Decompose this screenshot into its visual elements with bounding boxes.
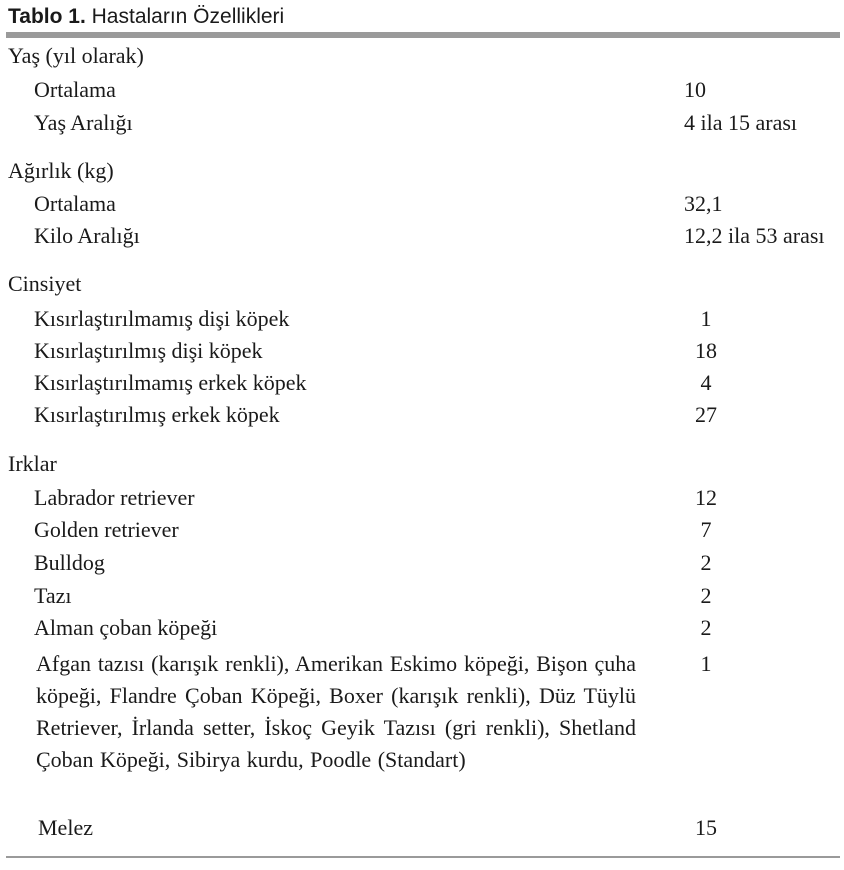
breed-row-label: Alman çoban köpeği [34, 615, 218, 640]
breed-row-value: 2 [700, 583, 712, 608]
breed-row-value: 2 [700, 615, 712, 640]
mixed-breed-label: Melez [38, 815, 93, 840]
table-caption [8, 4, 284, 30]
sex-row-value: 4 [700, 370, 712, 395]
weight-mean-value: 32,1 [684, 191, 723, 216]
sex-row-label: Kısırlaştırılmış dişi köpek [34, 338, 263, 363]
age-range-value: 4 ila 15 arası [684, 110, 798, 135]
weight-mean-label: Ortalama [34, 191, 116, 216]
breed-row-label: Bulldog [34, 550, 105, 575]
sex-row-label: Kısırlaştırılmamış erkek köpek [34, 370, 307, 395]
other-breeds-value: 1 [700, 651, 712, 676]
table-title: Hastaların Özellikleri [91, 5, 285, 28]
sex-row-label: Kısırlaştırılmış erkek köpek [34, 402, 280, 427]
sex-header: Cinsiyet [8, 271, 82, 296]
table-number: Tablo 1. [8, 5, 86, 28]
age-range-label: Yaş Aralığı [34, 110, 133, 135]
breeds-header: Irklar [8, 451, 57, 476]
age-header: Yaş (yıl olarak) [8, 43, 144, 68]
other-breeds-label: Afgan tazısı (karışık renkli), Amerikan Eskimo köpeği, Bişon çuha köpeği, Flandre Çoban Köpeği, Boxer (karışık renkli), Düz Tüylü Retriever, İrlanda setter, İskoç Geyik Tazısı (gri renkli), Shetland Çoban Köpeği, Sibirya kurdu, Poodle (Standart) [36, 651, 636, 772]
breed-row-value: 12 [695, 485, 717, 510]
breed-row-value: 2 [700, 550, 712, 575]
breed-row-label: Golden retriever [34, 517, 179, 542]
sex-row-value: 27 [695, 402, 717, 427]
breed-row-label: Tazı [34, 583, 72, 608]
breed-row-value: 7 [700, 517, 712, 542]
mixed-breed-value: 15 [695, 815, 717, 840]
breed-row-label: Labrador retriever [34, 485, 195, 510]
sex-row-value: 1 [700, 306, 712, 331]
weight-range-value: 12,2 ila 53 arası [684, 223, 825, 248]
top-rule [6, 32, 840, 38]
age-mean-value: 10 [684, 77, 706, 102]
bottom-rule [6, 856, 840, 858]
sex-row-value: 18 [695, 338, 717, 363]
weight-header: Ağırlık (kg) [8, 158, 114, 183]
weight-range-label: Kilo Aralığı [34, 223, 140, 248]
age-mean-label: Ortalama [34, 77, 116, 102]
sex-row-label: Kısırlaştırılmamış dişi köpek [34, 306, 290, 331]
